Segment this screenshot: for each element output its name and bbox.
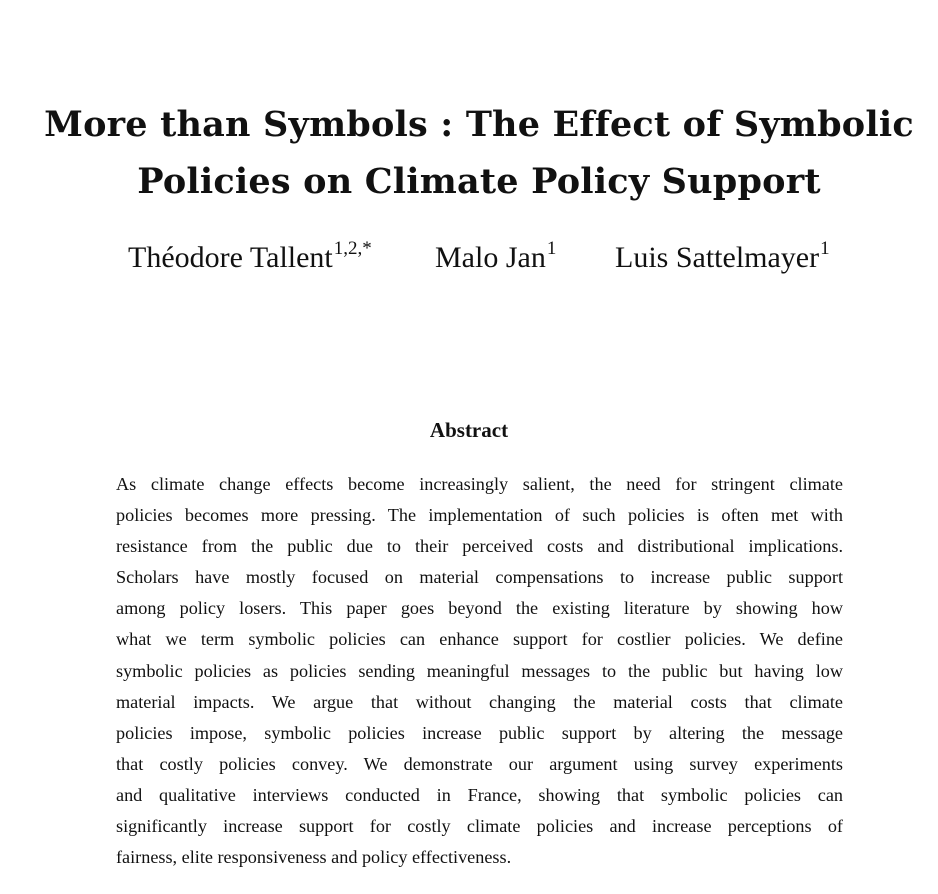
abstract-line: significantly increase support for costly climate policies and increase perceptions of [116,816,843,837]
abstract-line: what we term symbolic policies can enhance support for costlier policies. We define [116,629,843,650]
author-list [0,236,938,280]
author-tallent [128,236,372,284]
abstract-line: among policy losers. This paper goes beyond the existing literature by showing how [116,598,843,619]
abstract-line: symbolic policies as policies sending meaningful messages to the public but having low [116,660,843,681]
abstract-line: Scholars have mostly focused on material compensations to increase public support [116,567,843,588]
abstract-line: and qualitative interviews conducted in France, showing that symbolic policies can [116,784,843,805]
abstract-heading: Abstract [429,418,509,442]
author-name: Malo Jan [435,241,546,274]
author-affiliation: 1 [546,238,557,259]
paper-title [40,96,918,210]
author-sattelmayer [615,236,830,284]
author-name: Luis Sattelmayer [615,241,820,274]
abstract-line: policies becomes more pressing. The implementation of such policies is often met with [116,505,843,526]
title-line-1: More than Symbols : The Effect of Symbolic [44,104,914,145]
abstract-line: policies impose, symbolic policies increase public support by altering the message [116,722,843,743]
title-line-2: Policies on Climate Policy Support [137,161,821,202]
abstract-body [116,469,843,873]
author-affiliation: 1 [820,238,830,259]
abstract-line: that costly policies convey. We demonstrate our argument using survey experiments [116,753,843,774]
author-jan [435,236,556,284]
abstract-line: material impacts. We argue that without changing the material costs that climate [116,691,843,712]
abstract-line: As climate change effects become increasingly salient, the need for stringent climate [116,474,843,494]
abstract-line: resistance from the public due to their perceived costs and distributional implications. [116,536,843,557]
author-affiliation: 1,2,* [333,238,372,259]
abstract-line: fairness, elite responsiveness and policy effectiveness. [116,847,512,868]
author-name: Théodore Tallent [128,241,333,274]
